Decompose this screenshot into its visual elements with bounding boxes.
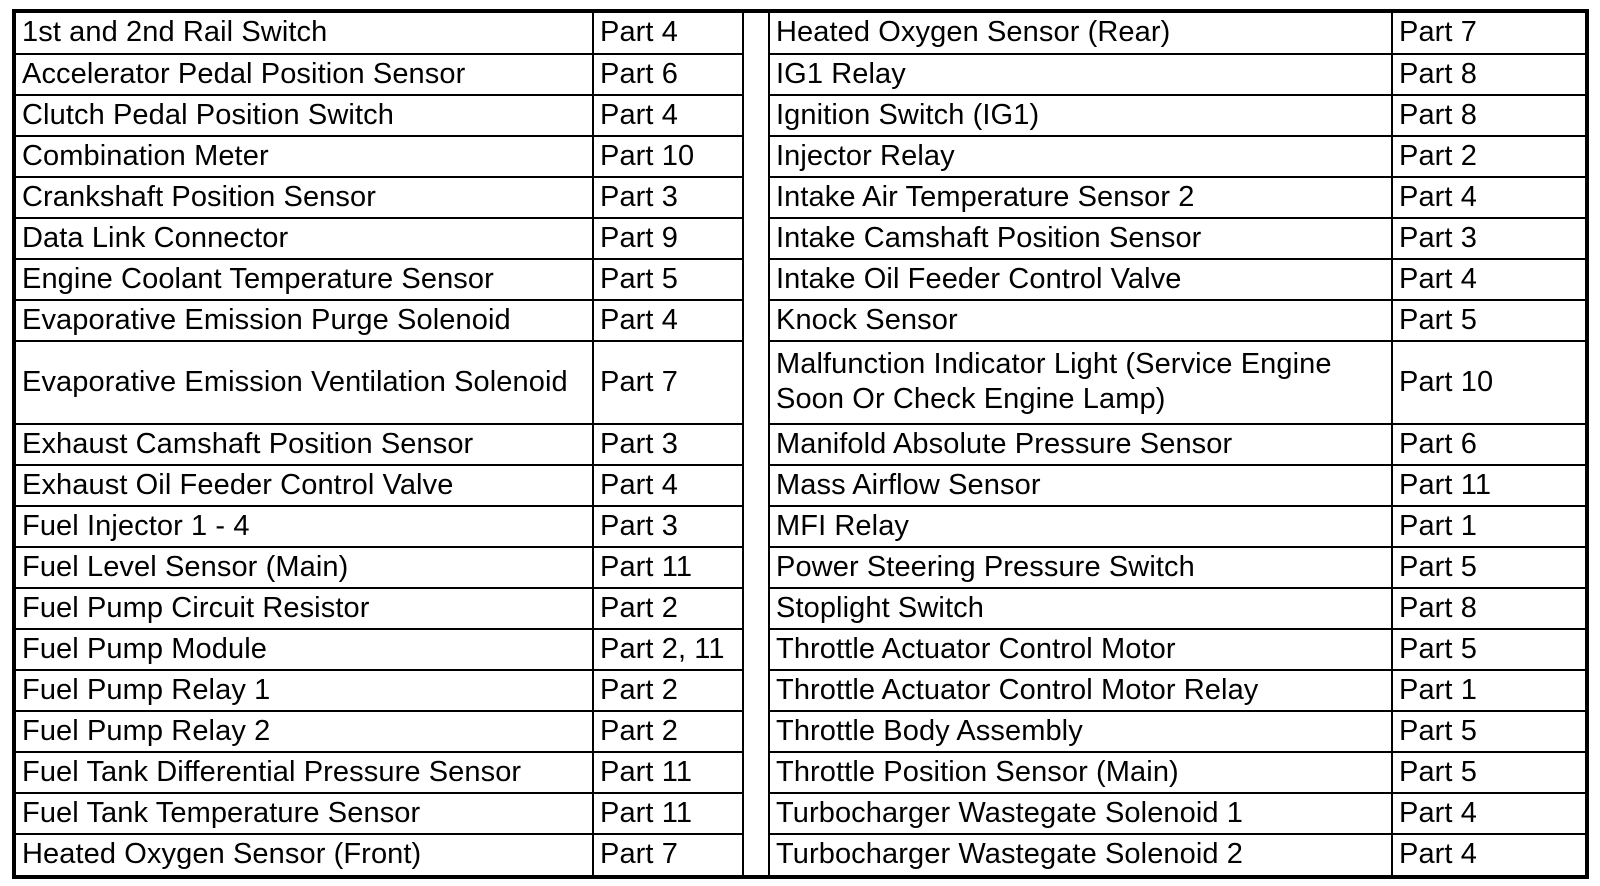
component-name-cell: Malfunction Indicator Light (Service Engine Soon Or Check Engine Lamp) [769, 341, 1392, 424]
table-row [16, 13, 1585, 54]
table-row [16, 341, 1585, 424]
table-row [16, 218, 1585, 259]
table-body [16, 13, 1585, 875]
part-location-cell: Part 1 [1392, 506, 1585, 547]
table-row [16, 834, 1585, 875]
column-gap [743, 54, 769, 95]
part-location-cell: Part 5 [1392, 711, 1585, 752]
part-location-cell: Part 2 [593, 588, 743, 629]
part-location-cell: Part 4 [1392, 177, 1585, 218]
table-row [16, 506, 1585, 547]
component-name-cell: Intake Camshaft Position Sensor [769, 218, 1392, 259]
table-row [16, 588, 1585, 629]
component-name-cell: Data Link Connector [16, 218, 593, 259]
component-name-cell: Evaporative Emission Ventilation Solenoid [16, 341, 593, 424]
table-row [16, 259, 1585, 300]
component-name-cell: Intake Air Temperature Sensor 2 [769, 177, 1392, 218]
component-name-cell: Fuel Pump Relay 2 [16, 711, 593, 752]
table-row [16, 629, 1585, 670]
component-name-cell: IG1 Relay [769, 54, 1392, 95]
part-location-cell: Part 2 [593, 711, 743, 752]
component-name-cell: Fuel Injector 1 - 4 [16, 506, 593, 547]
part-location-cell: Part 3 [593, 177, 743, 218]
component-name-cell: Accelerator Pedal Position Sensor [16, 54, 593, 95]
part-location-cell: Part 3 [593, 424, 743, 465]
component-name-cell: Throttle Actuator Control Motor [769, 629, 1392, 670]
table-row [16, 300, 1585, 341]
column-gap [743, 341, 769, 424]
component-name-cell: Turbocharger Wastegate Solenoid 2 [769, 834, 1392, 875]
table-row [16, 54, 1585, 95]
part-location-cell: Part 2, 11 [593, 629, 743, 670]
column-gap [743, 506, 769, 547]
part-location-cell: Part 11 [593, 547, 743, 588]
part-location-cell: Part 11 [593, 793, 743, 834]
part-location-cell: Part 1 [1392, 670, 1585, 711]
column-gap [743, 834, 769, 875]
table-row [16, 793, 1585, 834]
component-location-index [12, 9, 1589, 879]
part-location-cell: Part 5 [593, 259, 743, 300]
column-gap [743, 300, 769, 341]
part-location-cell: Part 4 [593, 13, 743, 54]
component-name-cell: Exhaust Oil Feeder Control Valve [16, 465, 593, 506]
component-name-cell: Fuel Level Sensor (Main) [16, 547, 593, 588]
component-name-cell: Knock Sensor [769, 300, 1392, 341]
part-location-cell: Part 8 [1392, 95, 1585, 136]
part-location-cell: Part 11 [1392, 465, 1585, 506]
part-location-cell: Part 8 [1392, 54, 1585, 95]
part-location-cell: Part 2 [593, 670, 743, 711]
part-location-cell: Part 4 [1392, 259, 1585, 300]
part-location-cell: Part 4 [593, 300, 743, 341]
part-location-cell: Part 8 [1392, 588, 1585, 629]
component-name-cell: Fuel Pump Relay 1 [16, 670, 593, 711]
column-gap [743, 259, 769, 300]
component-location-table [16, 13, 1585, 875]
part-location-cell: Part 4 [1392, 793, 1585, 834]
column-gap [743, 465, 769, 506]
component-name-cell: Engine Coolant Temperature Sensor [16, 259, 593, 300]
table-row [16, 465, 1585, 506]
column-gap [743, 588, 769, 629]
table-row [16, 752, 1585, 793]
part-location-cell: Part 7 [1392, 13, 1585, 54]
part-location-cell: Part 9 [593, 218, 743, 259]
part-location-cell: Part 10 [593, 136, 743, 177]
column-gap [743, 136, 769, 177]
part-location-cell: Part 7 [593, 834, 743, 875]
component-name-cell: Power Steering Pressure Switch [769, 547, 1392, 588]
component-name-cell: Injector Relay [769, 136, 1392, 177]
column-gap [743, 177, 769, 218]
component-name-cell: Crankshaft Position Sensor [16, 177, 593, 218]
part-location-cell: Part 3 [593, 506, 743, 547]
column-gap [743, 670, 769, 711]
component-name-cell: Manifold Absolute Pressure Sensor [769, 424, 1392, 465]
component-name-cell: Fuel Tank Temperature Sensor [16, 793, 593, 834]
part-location-cell: Part 6 [1392, 424, 1585, 465]
part-location-cell: Part 4 [593, 95, 743, 136]
table-row [16, 547, 1585, 588]
column-gap [743, 218, 769, 259]
column-gap [743, 547, 769, 588]
column-gap [743, 424, 769, 465]
component-name-cell: Fuel Pump Module [16, 629, 593, 670]
column-gap [743, 752, 769, 793]
component-name-cell: Combination Meter [16, 136, 593, 177]
part-location-cell: Part 10 [1392, 341, 1585, 424]
component-name-cell: Throttle Position Sensor (Main) [769, 752, 1392, 793]
part-location-cell: Part 5 [1392, 300, 1585, 341]
component-name-cell: Fuel Pump Circuit Resistor [16, 588, 593, 629]
part-location-cell: Part 3 [1392, 218, 1585, 259]
part-location-cell: Part 5 [1392, 752, 1585, 793]
component-name-cell: Clutch Pedal Position Switch [16, 95, 593, 136]
column-gap [743, 95, 769, 136]
component-name-cell: Stoplight Switch [769, 588, 1392, 629]
part-location-cell: Part 5 [1392, 547, 1585, 588]
component-name-cell: Turbocharger Wastegate Solenoid 1 [769, 793, 1392, 834]
table-row [16, 136, 1585, 177]
component-name-cell: 1st and 2nd Rail Switch [16, 13, 593, 54]
component-name-cell: Throttle Body Assembly [769, 711, 1392, 752]
table-row [16, 670, 1585, 711]
part-location-cell: Part 7 [593, 341, 743, 424]
part-location-cell: Part 6 [593, 54, 743, 95]
part-location-cell: Part 5 [1392, 629, 1585, 670]
table-row [16, 95, 1585, 136]
component-name-cell: Mass Airflow Sensor [769, 465, 1392, 506]
component-name-cell: MFI Relay [769, 506, 1392, 547]
component-name-cell: Ignition Switch (IG1) [769, 95, 1392, 136]
column-gap [743, 13, 769, 54]
part-location-cell: Part 2 [1392, 136, 1585, 177]
part-location-cell: Part 4 [1392, 834, 1585, 875]
component-name-cell: Intake Oil Feeder Control Valve [769, 259, 1392, 300]
component-name-cell: Evaporative Emission Purge Solenoid [16, 300, 593, 341]
column-gap [743, 711, 769, 752]
component-name-cell: Throttle Actuator Control Motor Relay [769, 670, 1392, 711]
part-location-cell: Part 11 [593, 752, 743, 793]
part-location-cell: Part 4 [593, 465, 743, 506]
column-gap [743, 793, 769, 834]
table-row [16, 424, 1585, 465]
table-row [16, 177, 1585, 218]
component-name-cell: Heated Oxygen Sensor (Front) [16, 834, 593, 875]
component-name-cell: Heated Oxygen Sensor (Rear) [769, 13, 1392, 54]
component-name-cell: Fuel Tank Differential Pressure Sensor [16, 752, 593, 793]
column-gap [743, 629, 769, 670]
component-name-cell: Exhaust Camshaft Position Sensor [16, 424, 593, 465]
table-row [16, 711, 1585, 752]
